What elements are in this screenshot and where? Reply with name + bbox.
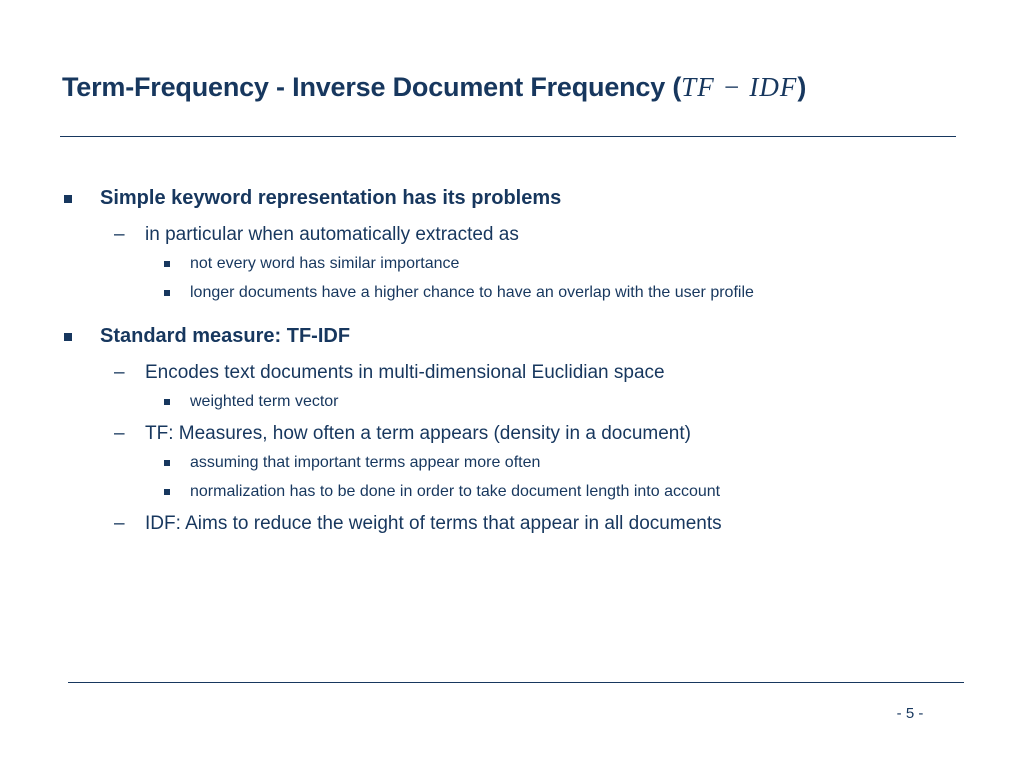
title-close-paren: ) — [797, 72, 807, 102]
bullet-level3: normalization has to be done in order to take document length into account — [190, 483, 721, 500]
bullet-level2: IDF: Aims to reduce the weight of terms that appear in all documents — [145, 513, 722, 534]
bullet-square-icon — [164, 460, 170, 466]
bullet-level1: Standard measure: TF-IDF — [100, 325, 351, 347]
bullet-square-icon — [64, 333, 72, 341]
bullet-dash-icon: – — [114, 362, 125, 383]
bullet-level2: TF: Measures, how often a term appears (density in a document) — [145, 423, 691, 444]
bullet-square-icon — [64, 195, 72, 203]
title-math: TF − IDF — [681, 72, 798, 102]
bullet-square-icon — [164, 399, 170, 405]
bullet-level1: Simple keyword representation has its problems — [100, 187, 562, 209]
bullet-dash-icon: – — [114, 513, 125, 534]
bullet-square-icon — [164, 489, 170, 495]
bullet-dash-icon: – — [114, 224, 125, 245]
bullet-level2: Encodes text documents in multi-dimensional Euclidian space — [145, 362, 665, 383]
bullet-dash-icon: – — [114, 423, 125, 444]
title-divider — [60, 136, 956, 137]
bullet-level3: assuming that important terms appear more often — [190, 454, 541, 471]
footer-divider — [68, 682, 964, 683]
bullet-level3: not every word has similar importance — [190, 255, 460, 272]
bullet-square-icon — [164, 290, 170, 296]
bullet-level3: longer documents have a higher chance to have an overlap with the user profile — [190, 284, 754, 301]
slide-title — [62, 72, 806, 103]
bullet-square-icon — [164, 261, 170, 267]
title-text: Term-Frequency - Inverse Document Frequency ( — [62, 72, 682, 102]
bullet-level2: in particular when automatically extracted as — [145, 224, 519, 245]
bullet-level3: weighted term vector — [190, 393, 339, 410]
page-number: - 5 - — [896, 705, 924, 722]
